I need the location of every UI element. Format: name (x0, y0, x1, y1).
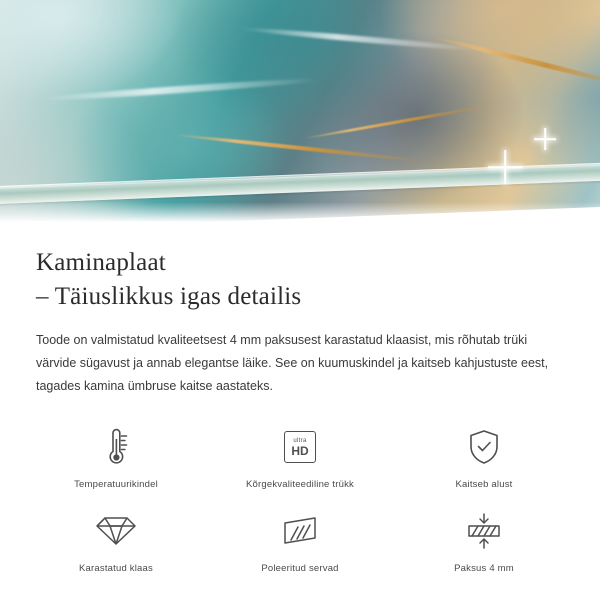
body-paragraph: Toode on valmistatud kvaliteetsest 4 mm paksusest karastatud klaasist, mis rõhutab trüki värvide sügavust ja annab elegantse läike. See on kuumuskindel ja kaitseb kahjustuste eest, tagades kamina ümbruse kaitse aastateks. (36, 333, 549, 394)
hero-image (0, 0, 600, 228)
thermometer-icon (30, 424, 202, 470)
headline-line-1: Kaminaplaat (36, 249, 166, 276)
shield-check-icon (398, 424, 570, 470)
polished-edges-icon (214, 508, 386, 554)
feature-label: Kõrgekvaliteediline trükk (246, 479, 354, 491)
diamond-icon (30, 508, 202, 554)
thickness-arrows-icon (398, 508, 570, 554)
feature-item-thickness (398, 508, 570, 574)
feature-label: Kaitseb alust (455, 479, 513, 491)
feature-item-polished-edges (214, 508, 386, 574)
feature-label: Temperatuurikindel (74, 479, 158, 491)
feature-item-temperature (30, 424, 202, 490)
ultra-hd-top-text: ultra (293, 437, 307, 444)
feature-label: Poleeritud servad (261, 563, 339, 575)
page-title (36, 246, 564, 313)
ultra-hd-icon (214, 424, 386, 470)
text-content (0, 228, 600, 398)
feature-item-print-quality (214, 424, 386, 490)
hero-fade (0, 202, 600, 228)
headline-line-2: – Täiuslikkus igas detailis (36, 282, 302, 310)
feature-item-tempered-glass (30, 508, 202, 574)
feature-item-surface-protection (398, 424, 570, 490)
feature-grid (0, 424, 600, 574)
feature-label: Paksus 4 mm (454, 563, 514, 575)
ultra-hd-bottom-text: HD (291, 443, 309, 458)
feature-label: Karastatud klaas (79, 563, 153, 575)
